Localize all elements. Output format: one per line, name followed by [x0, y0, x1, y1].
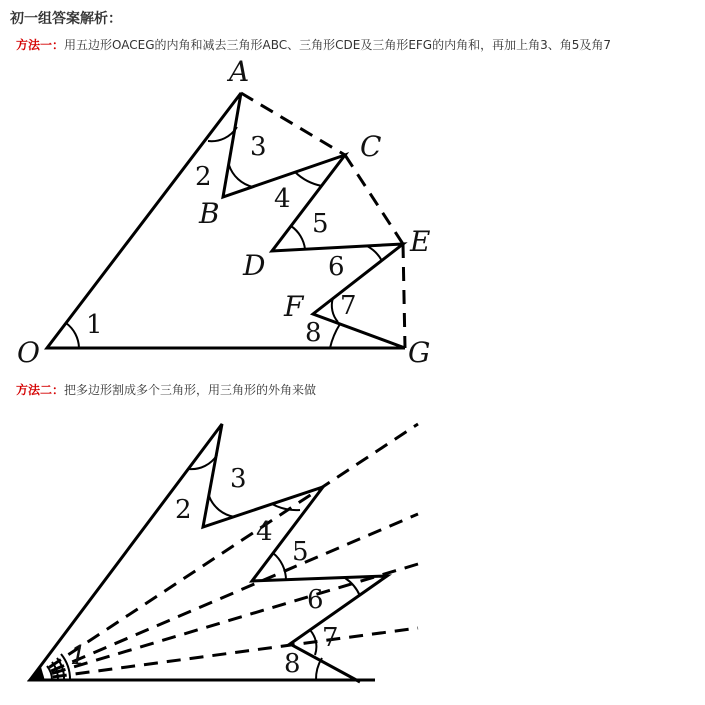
angle-number-1: 1 [70, 641, 87, 671]
angle-arc-4 [295, 172, 322, 186]
dashed-ray-4 [30, 628, 418, 680]
vertex-marker [27, 667, 45, 681]
angle-arc-5 [291, 226, 305, 249]
dashed-ray-3 [30, 564, 418, 680]
angle-arc-8 [330, 324, 340, 348]
point-label-g: G [408, 336, 431, 369]
angle-arc-3 [209, 496, 235, 517]
figure-one-diagram [0, 55, 440, 373]
angle-number-7: 7 [322, 623, 339, 653]
point-label-c: C [360, 130, 382, 163]
angle-number-6: 6 [328, 252, 345, 282]
angle-number-3: 3 [250, 132, 267, 162]
method-one-line [16, 36, 611, 53]
dashed-edge-ce [345, 155, 403, 244]
angle-number-4: 4 [256, 517, 273, 547]
angle-number-8: 8 [305, 318, 322, 348]
angle-number-6: 6 [307, 585, 324, 615]
angle-arc-1 [66, 323, 79, 348]
method-one-label: 方法一： [16, 38, 65, 52]
figure-two-diagram [0, 400, 420, 700]
angle-arc-4 [272, 504, 300, 510]
angle-number-5: 5 [312, 209, 329, 239]
angle-number-3: 3 [230, 464, 247, 494]
method-two-label: 方法二： [16, 383, 65, 397]
angle-number-2: 2 [195, 162, 212, 192]
angle-arc-3 [229, 165, 253, 187]
point-label-b: B [199, 197, 220, 230]
point-label-a: A [229, 55, 250, 88]
point-label-f: F [284, 290, 304, 323]
angle-number-7: 7 [340, 291, 357, 321]
angle-number-5: 5 [292, 537, 309, 567]
dashed-edge-eg [403, 244, 405, 348]
angle-arc-6 [345, 578, 360, 596]
point-label-o: O [17, 336, 40, 369]
method-two-text: 把多边形割成多个三角形，用三角形的外角来做 [64, 383, 317, 397]
angle-arc-7 [332, 298, 338, 322]
method-one-text: 用五边形OACEG的内角和减去三角形ABC、三角形CDE及三角形EFG的内角和，再加上角3、角5及角7 [64, 38, 612, 52]
point-label-d: D [243, 249, 266, 282]
angle-arc-1a [47, 666, 52, 680]
angle-number-2: 2 [175, 495, 192, 525]
angle-number-4: 4 [274, 184, 291, 214]
angle-number-1: 1 [86, 310, 103, 340]
dashed-ray-1 [30, 424, 418, 680]
angle-arc-6 [367, 246, 382, 261]
point-label-e: E [410, 225, 431, 258]
method-two-line [16, 381, 316, 398]
angle-number-8: 8 [284, 649, 301, 679]
page-title: 初一组答案解析： [10, 11, 122, 27]
